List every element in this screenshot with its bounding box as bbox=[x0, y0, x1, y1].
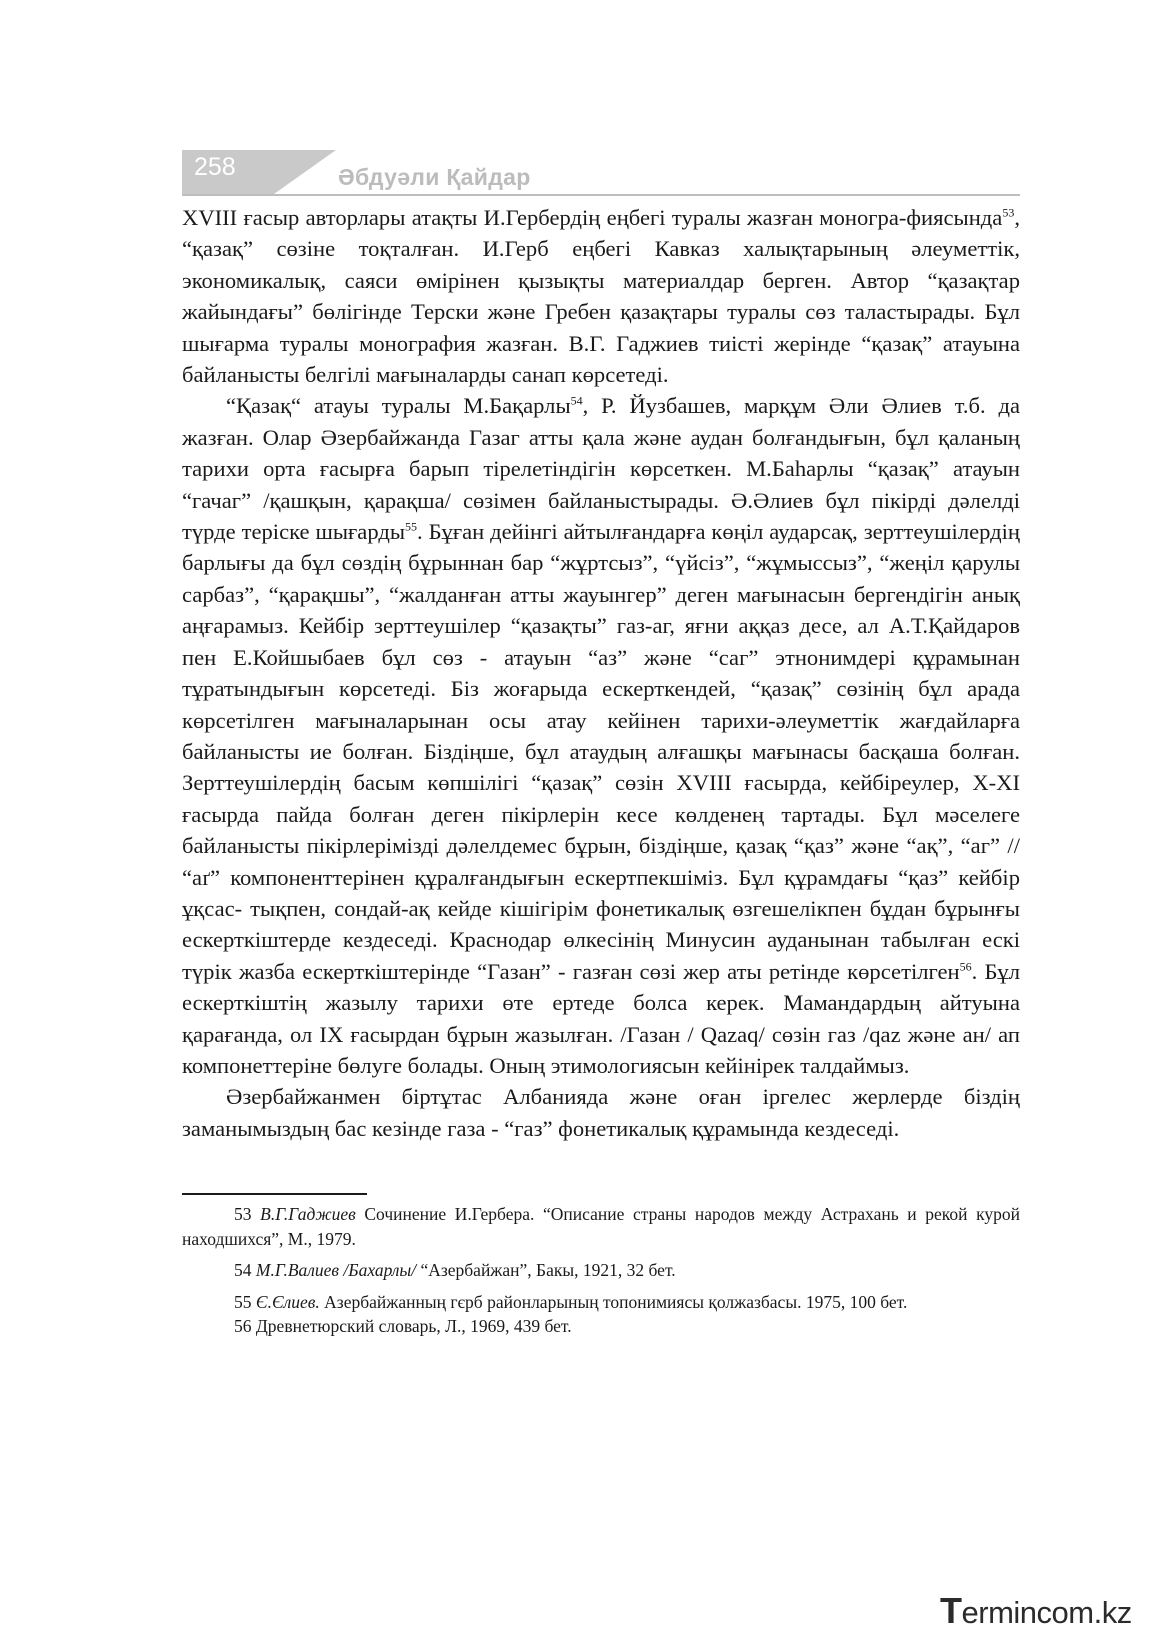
p1-text-1: XVIII ғасыр авторлары атақты И.Гербердің еңбегі туралы жазған моногра-фиясында bbox=[182, 205, 1003, 230]
footnote-number: 53 bbox=[234, 1204, 252, 1224]
footnote-text: Древнетюрский словарь, Л., 1969, 439 бет. bbox=[255, 1316, 572, 1336]
paragraph-3: Әзербайжанмен біртұтас Албанияда және оған іргелес жерлерде біздің заманымыздың бас кезінде газа - “газ” фонетикалық құрамында кездеседі. bbox=[182, 1084, 1020, 1141]
logo-initial: T bbox=[940, 1590, 962, 1631]
footnote-author: Є.Єлиев. bbox=[255, 1291, 320, 1312]
footnote-number: 55 bbox=[234, 1291, 252, 1312]
footnote-author: В.Г.Гаджиев bbox=[260, 1204, 356, 1224]
logo-text: ermincom.kz bbox=[961, 1595, 1132, 1630]
footnote-author: М.Г.Валиев /Бахарлы/ bbox=[255, 1260, 417, 1280]
footnote-text: “Азербайжан”, Бакы, 1921, 32 бет. bbox=[420, 1260, 676, 1280]
footnotes bbox=[182, 1202, 1020, 1346]
footnote-number: 56 bbox=[234, 1316, 252, 1336]
footnote-53 bbox=[182, 1202, 1020, 1251]
page-header bbox=[182, 150, 1020, 196]
p1-text-2: , “қазақ” сөзіне тоқталған. И.Герб еңбегі Кавказ халықтарының әлеуметтік, экономикалық, саяси өмірінен қызықты материалдар берген. Автор “қазақтар жайындағы” бөлігінде Терски және Гребен қазақтары туралы сөз таластырады. Бұл шығарма туралы монография жазған. В.Г. Гаджиев тиісті жерінде “қазақ” атауына байланысты белгілі мағыналарды санап көрсетеді. bbox=[182, 205, 1020, 388]
footnote-ref-54[interactable]: 54 bbox=[570, 393, 583, 408]
header-rule bbox=[182, 194, 1020, 196]
footnote-56 bbox=[182, 1314, 1020, 1339]
footnote-ref-56[interactable]: 56 bbox=[959, 959, 972, 974]
footnote-text: Азербайжанның гєрб районларының топонимиясы қолжазбасы. 1975, 100 бет. bbox=[324, 1291, 908, 1312]
footnote-separator bbox=[182, 1193, 367, 1195]
p2-text-2: , Р. Йузбашев, марқұм Әли Әлиев т.б. да жазған. Олар Әзербайжанда Газаг атты қала және аудан болғандығын, бұл қаланың тарихи орта ғасырға барып тірелетіндігін көрсеткен. М.Баһарлы “қазақ” атауын “гачаг” /қашқын, қарақша/ сөзімен байланыстырады. Ә.Әлиев бұл пікірді дәлелді түрде теріске шығарды bbox=[182, 393, 1021, 545]
paragraph-2 bbox=[182, 390, 1020, 1081]
footnote-ref-53[interactable]: 53 bbox=[1002, 205, 1015, 220]
footnote-54 bbox=[182, 1258, 1020, 1283]
footnote-text: Сочинение И.Гербера. “Описание страны народов между Астрахань и рекой курой находшихся”, М., 1979. bbox=[182, 1204, 1021, 1249]
termincom-logo bbox=[940, 1590, 1132, 1632]
footnote-number: 54 bbox=[234, 1260, 252, 1280]
running-title-author: Әбдуәли Қайдар bbox=[338, 164, 531, 190]
footnote-55 bbox=[182, 1290, 1020, 1315]
body-text bbox=[182, 202, 1020, 1144]
p2-text-1: “Қазақ“ атауы туралы М.Бақарлы bbox=[226, 393, 571, 419]
p2-text-4: . Бұл ескерткіштің жазылу тарихи өте ертеде болса керек. Мамандардың айтуына қарағанда, ол IX ғасырдан бұрын жазылған. /Газан / Qazaq/ сөзін газ /qaz және ан/ ап компонеттеріне бөлуге болады. Оның этимологиясын кейінірек талдаймыз. bbox=[182, 958, 1021, 1078]
p2-text-3: . Бұған дейінгі айтылғандарға көңіл аударсақ, зерттеушілердің барлығы да бұл сөздің бұрыннан бар “жұртсыз”, “үйсіз”, “жұмыссыз”, “жеңіл қарулы сарбаз”, “қарақшы”, “жалданған атты жауынгер” деген мағынасын бергендігін анық аңғарамыз. Кейбір зерттеушілер “қазақты” газ-аг, яғни аққаз десе, ал А.Т.Қайдаров пен Е.Койшыбаев бұл сөз - атауын “аз” және “саг” этнонимдері құрамынан тұратындығын көрсетеді. Біз жоғарыда ескерткендей, “қазақ” сөзінің бұл арада көрсетілген мағыналарынан осы атау кейінен тарихи-әлеуметтік жағдайларға байланысты ие болған. Біздіңше, бұл атаудың алғашқы мағынасы басқаша болған. Зерттеушілердің басым көпшілігі “қазақ” сөзін XVIII ғасырда, кейбіреулер, X-XI ғасырда пайда болған деген пікірлерін кесе көлденең тартады. Бұл мәселеге байланысты пікірлерімізді дәлелдемес бұрын, біздіңше, қазақ “қаз” және “ақ”, “аг” // “аґ” компоненттерінен құралғандығын ескертпекшіміз. Бұл құрамдағы “қаз” кейбір ұқсас- тықпен, сондай-ақ кейде кішігірім фонетикалық өзгешелікпен бұдан бұрынғы ескерткіштерде кездеседі. Краснодар өлкесінің Минусин ауданынан табылған ескі түрік жазба ескерткіштерінде “Газан” - газған сөзі жер аты ретінде көрсетілген bbox=[182, 519, 1020, 984]
header-decoration bbox=[274, 150, 336, 194]
paragraph-1 bbox=[182, 202, 1020, 390]
footnote-ref-55[interactable]: 55 bbox=[405, 519, 418, 534]
page-number: 258 bbox=[182, 150, 274, 194]
